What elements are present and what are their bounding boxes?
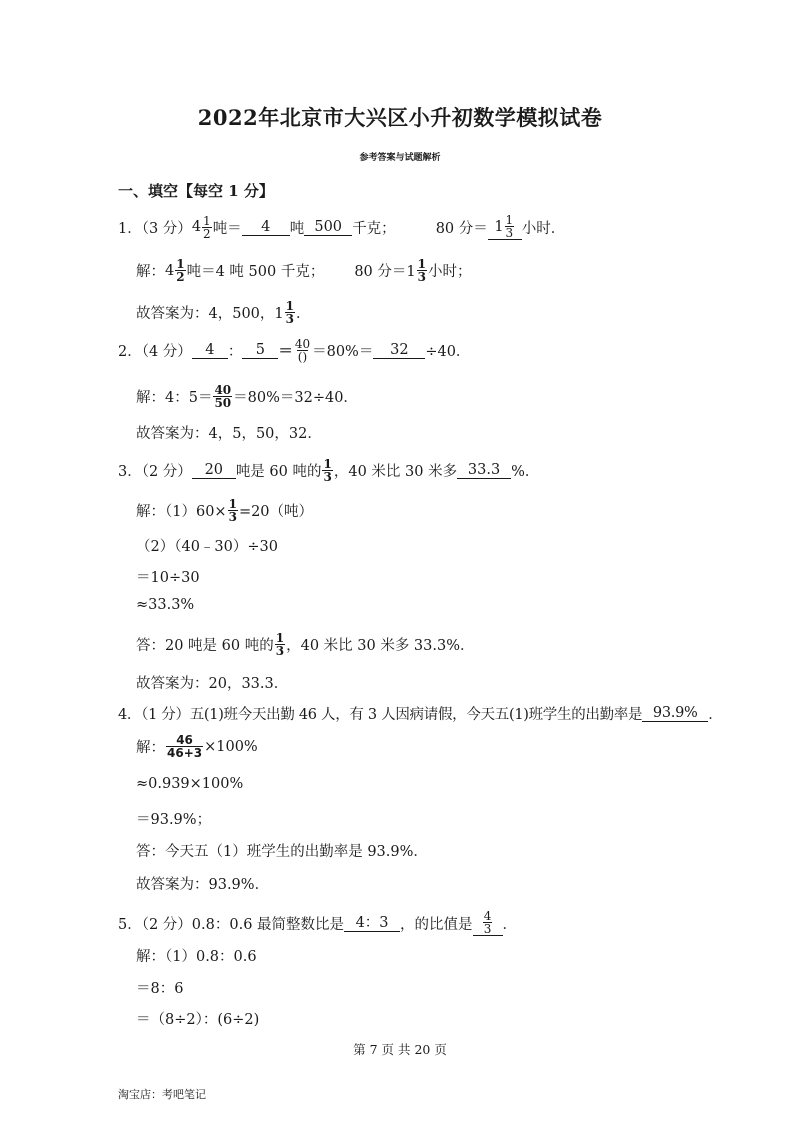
q1-sol-fraction <box>175 258 185 283</box>
q5-solution-2: ＝8：6 <box>136 981 184 997</box>
q4-solution-1 <box>136 734 258 759</box>
page-number: 第 7 页 共 20 页 <box>353 1042 447 1057</box>
q3-text-2: ，40 米比 30 米多 <box>333 464 458 480</box>
q2-answer-2: 5 <box>242 342 278 359</box>
q3-answer-2: 33.3 <box>457 462 511 479</box>
q3-reply-end: ，40 米比 30 米多 33.3%． <box>286 638 475 654</box>
q1-sol-text-3: 小时； <box>427 264 472 280</box>
q3-reply-den: 3 <box>275 644 285 658</box>
q2-answer-1: 4 <box>192 342 228 359</box>
q1-fraction <box>202 215 212 240</box>
q1-text-1: 吨＝ <box>212 220 242 237</box>
q4-solution-3: ＝93.9%； <box>136 812 212 828</box>
q2-sol-head: 解：4：5＝ <box>136 390 213 406</box>
q1-answer-3-whole: 1 <box>494 218 504 235</box>
q4-stem <box>118 703 722 724</box>
q5-head: 5．（2 分）0.8：0.6 最简整数比是 <box>118 916 345 933</box>
q5-text-1: ，的比值是 <box>400 916 473 933</box>
q2-sol-fraction <box>213 384 232 409</box>
q1-answer-3-den: 3 <box>505 226 514 240</box>
q4-sol-num: 46 <box>176 733 193 747</box>
page-subtitle: 参考答案与试题解析 <box>359 153 441 163</box>
q3-reply-fraction <box>275 632 285 657</box>
section-heading: 一、填空【每空 1 分】 <box>118 182 274 200</box>
q3-text-3: %． <box>511 464 540 480</box>
q4-sol-den: 46+3 <box>167 746 203 760</box>
q1-answer-2: 500 <box>304 219 352 236</box>
q3-solution-4: ≈33.3% <box>136 597 195 613</box>
q1-answer-line <box>136 300 311 325</box>
q4-end: ． <box>708 707 723 723</box>
q1-sol-den: 2 <box>176 270 185 284</box>
q4-solution-2: ≈0.939×100% <box>136 776 244 792</box>
q5-answer-2 <box>473 910 503 936</box>
q1-sol-text-2: 80 分＝1 <box>354 264 416 280</box>
q1-text-2: 吨 <box>289 220 305 237</box>
q1-answer-3 <box>488 214 522 240</box>
q1-sol-fraction-2 <box>417 258 427 283</box>
q1-text-5: 小时． <box>521 220 566 237</box>
q3-answer-1: 20 <box>192 462 236 479</box>
q2-stem <box>118 338 470 363</box>
q3-head: 3．（2 分） <box>118 464 192 480</box>
q1-ans-fraction <box>285 300 295 325</box>
q4-answer-1: 93.9% <box>642 705 708 722</box>
q1-text-3: 千克； <box>352 220 396 237</box>
q1-sol-text-1: 吨＝4 吨 500 千克； <box>186 264 325 280</box>
q1-sol-whole: 4 <box>165 262 175 279</box>
q1-head: 1．（3 分） <box>118 220 192 237</box>
q5-answer-1: 4：3 <box>344 915 400 932</box>
q3-reply-num: 1 <box>275 631 285 645</box>
q2-answer-3: 32 <box>373 342 425 359</box>
q2-answer-line: 故答案为：4，5，50，32． <box>136 426 322 442</box>
q3-frac-num: 1 <box>323 457 332 471</box>
q5-stem <box>118 910 517 936</box>
q1-ans-end: ． <box>296 306 311 322</box>
q1-ans-head: 故答案为：4，500，1 <box>136 306 284 322</box>
q3-fraction <box>322 458 332 483</box>
q2-head: 2．（4 分） <box>118 344 192 360</box>
q3-reply-head: 答：20 吨是 60 吨的 <box>136 638 274 654</box>
q1-mixed-whole: 4 <box>191 219 202 235</box>
q5-end: ． <box>502 916 518 933</box>
q3-sol1-head: 解：（1）60× <box>136 504 227 520</box>
q2-sol-den: 50 <box>214 396 232 410</box>
q1-sol-head: 解： <box>136 264 165 280</box>
q3-answer-line: 故答案为：20，33.3． <box>136 676 289 692</box>
q1-sol-num-2: 1 <box>417 257 426 271</box>
q3-sol1-den: 3 <box>228 510 237 524</box>
q3-solution-2: （2）（40﹣30）÷30 <box>136 539 278 555</box>
q2-fraction <box>294 338 311 363</box>
q3-solution-3: ＝10÷30 <box>136 570 200 586</box>
q2-solution <box>136 384 358 409</box>
q5-answer-2-num: 4 <box>483 909 492 923</box>
q4-sol-end: ×100% <box>204 738 258 755</box>
q4-reply: 答：今天五（1）班学生的出勤率是 93.9%． <box>136 844 428 860</box>
q2-sol-num: 40 <box>214 383 232 397</box>
q3-sol1-fraction <box>228 498 238 523</box>
q2-text-3: ＝80%＝ <box>312 344 374 360</box>
q2-text-4: ÷40． <box>425 344 471 360</box>
q1-ans-den: 3 <box>285 312 294 326</box>
q2-text-1: ： <box>227 344 243 360</box>
q3-reply <box>136 632 475 657</box>
q4-head: 4．（1 分）五(1)班今天出勤 46 人，有 3 人因病请假，今天五(1)班学生的出勤率是 <box>118 707 643 723</box>
q4-answer-line: 故答案为：93.9%． <box>136 877 270 893</box>
q4-sol-fraction <box>166 734 203 759</box>
q1-solution <box>136 258 471 283</box>
q1-frac-den: 2 <box>203 226 211 241</box>
q5-solution-3: ＝（8÷2）：(6÷2) <box>136 1012 260 1028</box>
q5-answer-2-den: 3 <box>483 922 492 936</box>
q1-text-4: 80 分＝ <box>435 220 488 237</box>
q2-frac-den: () <box>297 350 308 364</box>
q1-ans-num: 1 <box>285 299 294 313</box>
q3-sol1-num: 1 <box>228 497 237 511</box>
q4-sol-head: 解： <box>136 740 165 756</box>
q2-frac-num: 40 <box>294 337 311 351</box>
page-title: 2022年北京市大兴区小升初数学模拟试卷 <box>197 105 603 130</box>
q2-sol-text: ＝80%＝32÷40． <box>233 390 358 406</box>
q1-sol-num: 1 <box>176 257 185 271</box>
q5-answer-2-fraction <box>483 910 493 935</box>
shop-label: 淘宝店：考吧笔记 <box>118 1088 206 1101</box>
q2-text-2: ＝ <box>278 343 293 360</box>
q3-text-1: 吨是 60 吨的 <box>235 464 322 480</box>
q1-sol-den-2: 3 <box>417 270 426 284</box>
q1-answer-1: 4 <box>242 219 290 236</box>
q1-answer-3-num: 1 <box>505 213 514 227</box>
q3-solution-1 <box>136 498 313 523</box>
q3-stem <box>118 458 539 483</box>
q3-sol1-end: =20（吨） <box>238 504 314 520</box>
q1-frac-num: 1 <box>203 213 211 228</box>
q1-answer-3-fraction <box>505 214 515 239</box>
q1-stem <box>118 214 565 240</box>
q3-frac-den: 3 <box>323 470 332 484</box>
q5-solution-1: 解：（1）0.8：0.6 <box>136 949 257 965</box>
